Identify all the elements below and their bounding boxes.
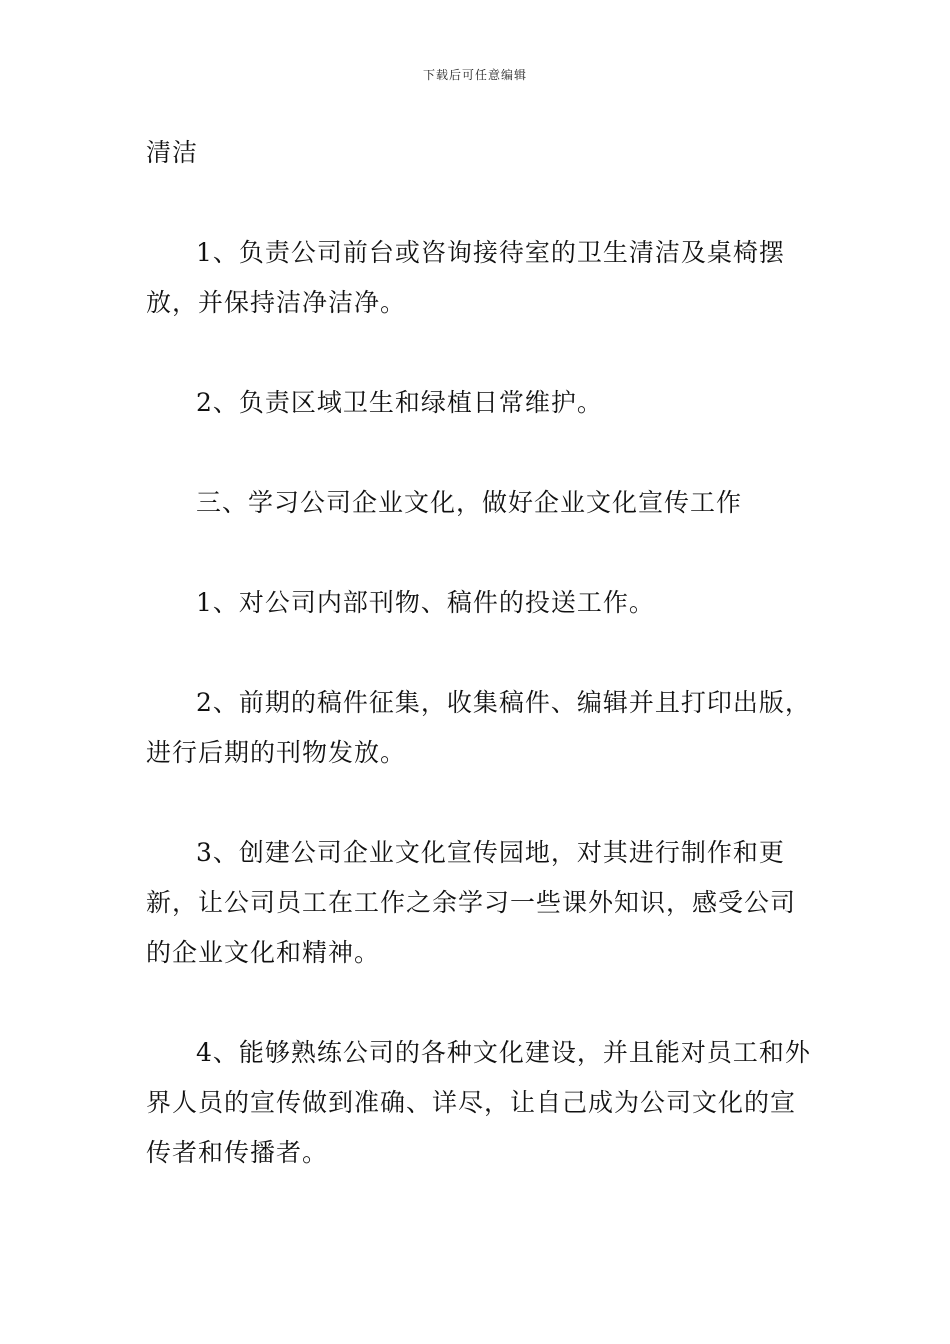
paragraph-culture-item-3: 3、创建公司企业文化宣传园地，对其进行制作和更新，让公司员工在工作之余学习一些课外知识，感受公司的企业文化和精神。 xyxy=(146,838,797,967)
paragraph-cleaning-item-2: 2、负责区域卫生和绿植日常维护。 xyxy=(196,388,603,417)
section-heading-cleaning: 清洁 xyxy=(146,138,199,167)
paragraph-culture-item-2: 2、前期的稿件征集，收集稿件、编辑并且打印出版，进行后期的刊物发放。 xyxy=(146,688,811,767)
section-heading-culture: 三、学习公司企业文化，做好企业文化宣传工作 xyxy=(196,488,743,517)
header-note: 下载后可任意编辑 xyxy=(422,68,527,82)
document-body xyxy=(146,128,814,1178)
paragraph-cleaning-item-1: 1、负责公司前台或咨询接待室的卫生清洁及桌椅摆放，并保持洁净洁净。 xyxy=(146,238,785,317)
paragraph-culture-item-4: 4、能够熟练公司的各种文化建设，并且能对员工和外界人员的宣传做到准确、详尽，让自己成为公司文化的宣传者和传播者。 xyxy=(146,1038,811,1167)
paragraph-culture-item-1: 1、对公司内部刊物、稿件的投送工作。 xyxy=(196,588,655,617)
